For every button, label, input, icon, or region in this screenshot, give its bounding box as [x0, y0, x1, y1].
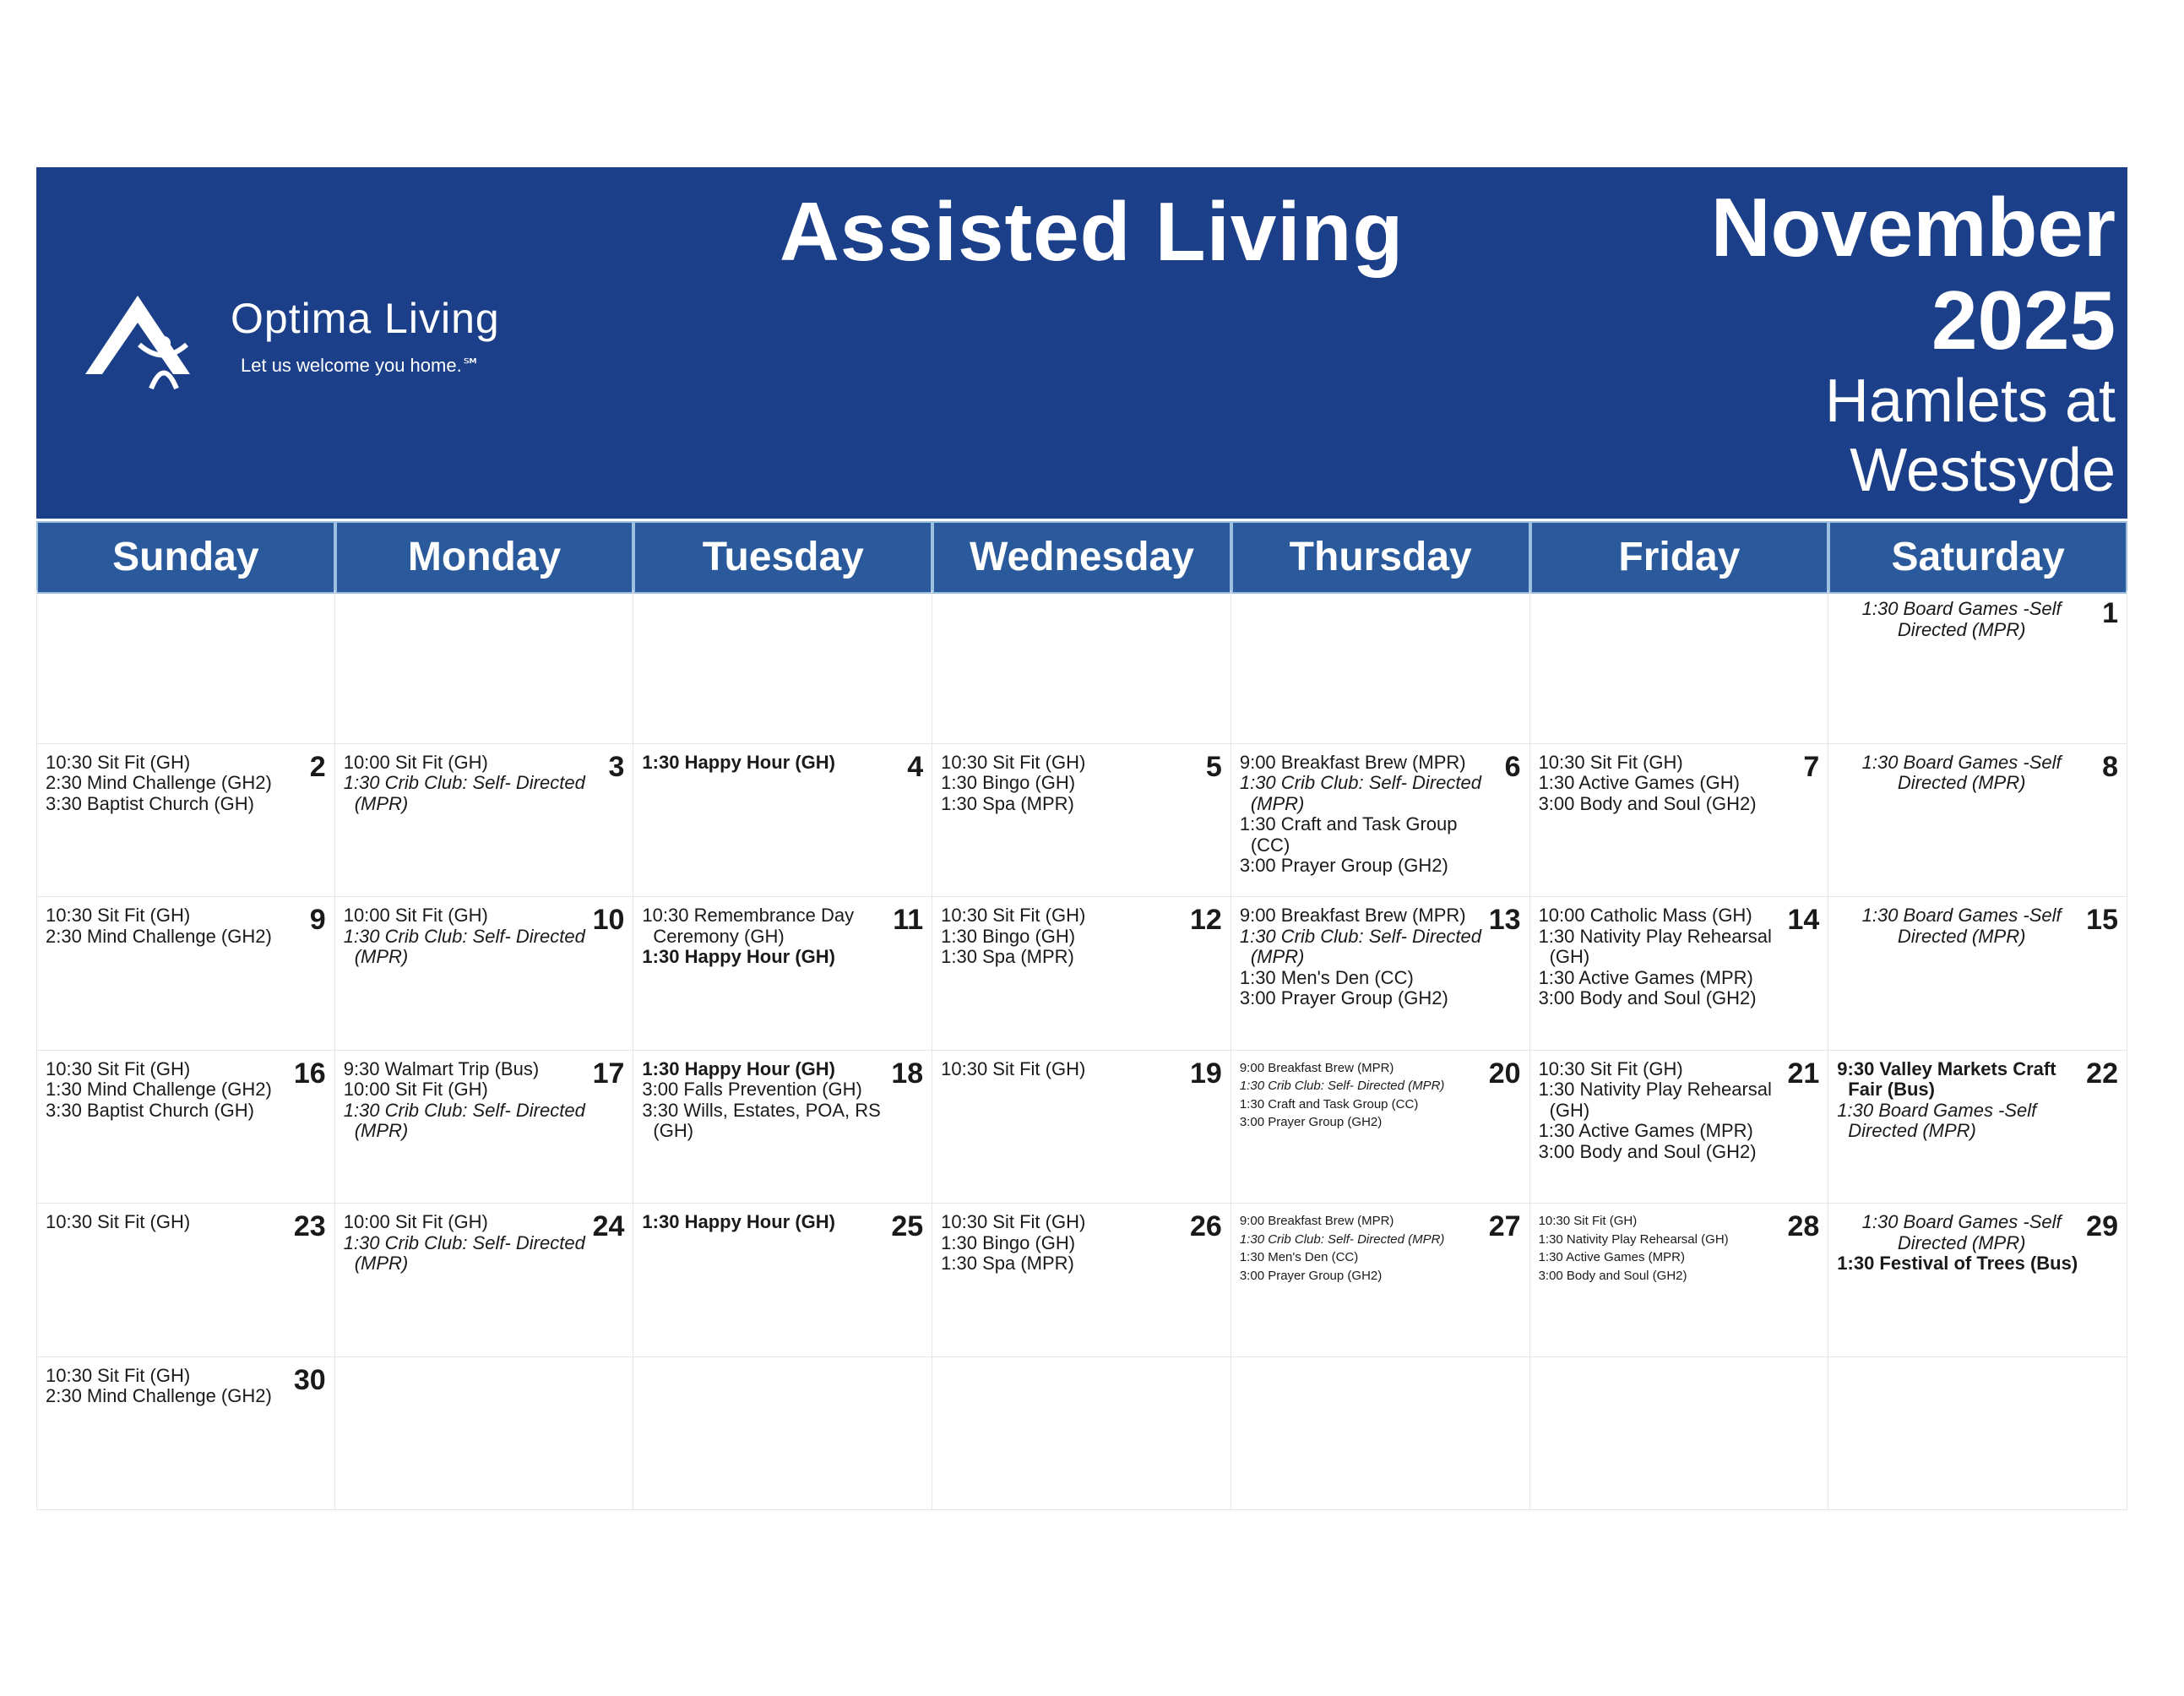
empty-day-cell: [1530, 1357, 1829, 1511]
date-number: 12: [1190, 904, 1222, 936]
event-item: 1:30 Active Games (MPR): [1538, 1250, 1685, 1264]
event-item: 1:30 Crib Club: Self- Directed (MPR): [343, 925, 585, 967]
day-cell-13: [1231, 897, 1530, 1051]
event-list: [344, 1059, 593, 1142]
day-cell-28: [1530, 1204, 1829, 1357]
day-cell-17: [335, 1051, 634, 1204]
event-item: 1:30 Nativity Play Rehearsal (GH): [1538, 1231, 1729, 1247]
date-number: 4: [907, 750, 924, 783]
event-item: 1:30 Crib Club: Self- Directed (MPR): [343, 772, 585, 814]
event-item: 10:00 Catholic Mass (GH): [1538, 905, 1752, 926]
event-item: 3:00 Body and Soul (GH2): [1538, 1268, 1687, 1283]
day-cell-10: [335, 897, 634, 1051]
event-item: 10:00 Sit Fit (GH): [343, 751, 488, 773]
date-number: 19: [1190, 1057, 1222, 1090]
event-item: 1:30 Board Games -Self Directed (MPR): [1861, 598, 2062, 640]
date-number: 1: [2102, 597, 2118, 629]
event-list: [941, 905, 1190, 968]
empty-day-cell: [36, 590, 335, 744]
event-item: 1:30 Crib Club: Self- Directed (MPR): [1239, 772, 1481, 814]
event-item: 9:30 Walmart Trip (Bus): [343, 1057, 540, 1079]
date-number: 26: [1190, 1210, 1222, 1242]
event-item: 1:30 Happy Hour (GH): [642, 1057, 836, 1079]
event-item: 1:30 Bingo (GH): [941, 1231, 1076, 1253]
event-item: 10:00 Sit Fit (GH): [343, 905, 488, 926]
month-label: November: [1710, 181, 2116, 274]
event-list: [1837, 599, 2086, 640]
event-item: 10:30 Sit Fit (GH): [46, 751, 191, 773]
event-item: 10:30 Sit Fit (GH): [1538, 751, 1683, 773]
event-item: 1:30 Active Games (MPR): [1538, 1120, 1753, 1141]
day-header-sunday: Sunday: [36, 521, 335, 594]
event-list: [46, 1059, 294, 1122]
event-list: [1539, 905, 1788, 1009]
logo-name: Optima Living: [231, 295, 500, 342]
empty-day-cell: [1231, 1357, 1530, 1511]
empty-day-cell: [1231, 590, 1530, 744]
day-cell-15: [1828, 897, 2127, 1051]
event-item: 10:30 Sit Fit (GH): [941, 751, 1086, 773]
event-item: 3:00 Prayer Group (GH2): [1239, 855, 1448, 876]
event-item: 10:30 Remembrance Day Ceremony (GH): [642, 905, 855, 947]
day-cell-27: [1231, 1204, 1530, 1357]
event-list: [941, 1059, 1190, 1080]
day-header-tuesday: Tuesday: [633, 521, 932, 594]
event-item: 10:30 Sit Fit (GH): [46, 1364, 191, 1386]
event-item: 1:30 Men's Den (CC): [1239, 1250, 1359, 1264]
event-item: 1:30 Active Games (MPR): [1538, 966, 1753, 988]
date-number: 28: [1787, 1210, 1820, 1242]
day-cell-24: [335, 1204, 634, 1357]
date-number: 7: [1803, 750, 1820, 783]
date-number: 6: [1504, 750, 1521, 783]
day-cell-11: [633, 897, 932, 1051]
day-cell-4: [633, 744, 932, 898]
day-cell-22: [1828, 1051, 2127, 1204]
event-item: 1:30 Board Games -Self Directed (MPR): [1861, 905, 2062, 947]
event-item: 2:30 Mind Challenge (GH2): [46, 1385, 272, 1406]
event-item: 3:00 Body and Soul (GH2): [1538, 987, 1757, 1008]
event-item: 1:30 Crib Club: Self- Directed (MPR): [343, 1231, 585, 1274]
event-list: [1837, 753, 2086, 794]
date-number: 20: [1488, 1057, 1521, 1090]
date-number: 16: [293, 1057, 326, 1090]
event-item: 10:30 Sit Fit (GH): [46, 1211, 191, 1232]
date-number: 8: [2102, 750, 2118, 783]
event-list: [1240, 1059, 1489, 1132]
event-item: 1:30 Happy Hour (GH): [642, 946, 836, 967]
day-cell-6: [1231, 744, 1530, 898]
event-list: [1837, 1212, 2086, 1275]
day-header-saturday: Saturday: [1828, 521, 2127, 594]
day-header-monday: Monday: [335, 521, 634, 594]
event-list: [46, 753, 294, 815]
day-cell-5: [932, 744, 1231, 898]
event-item: 1:30 Craft and Task Group (CC): [1239, 1096, 1419, 1112]
date-number: 29: [2086, 1210, 2118, 1242]
event-list: [46, 1366, 294, 1407]
event-list: [344, 905, 593, 968]
date-number: 18: [891, 1057, 924, 1090]
day-cell-14: [1530, 897, 1829, 1051]
day-cell-18: [633, 1051, 932, 1204]
event-item: 9:00 Breakfast Brew (MPR): [1239, 905, 1466, 926]
empty-day-cell: [1530, 590, 1829, 744]
day-cell-20: [1231, 1051, 1530, 1204]
mountain-person-logo-icon: [79, 285, 231, 395]
event-list: [344, 1212, 593, 1275]
event-item: 10:00 Sit Fit (GH): [343, 1079, 488, 1100]
event-item: 1:30 Crib Club: Self- Directed (MPR): [1239, 1079, 1445, 1093]
event-item: 9:00 Breakfast Brew (MPR): [1239, 1214, 1394, 1228]
event-item: 1:30 Spa (MPR): [941, 1253, 1074, 1274]
empty-day-cell: [335, 1357, 634, 1511]
event-list: [46, 1212, 294, 1233]
event-item: 1:30 Happy Hour (GH): [642, 751, 836, 773]
date-number: 13: [1488, 904, 1521, 936]
day-header-wednesday: Wednesday: [932, 521, 1231, 594]
event-item: 1:30 Men's Den (CC): [1239, 966, 1414, 988]
event-item: 3:30 Baptist Church (GH): [46, 792, 254, 814]
date-number: 23: [293, 1210, 326, 1242]
event-item: 9:00 Breakfast Brew (MPR): [1239, 1060, 1394, 1075]
date-number: 17: [592, 1057, 625, 1090]
event-list: [1539, 1212, 1788, 1285]
event-item: 10:30 Sit Fit (GH): [46, 905, 191, 926]
event-list: [941, 1212, 1190, 1275]
event-list: [1240, 753, 1489, 877]
event-item: 3:00 Prayer Group (GH2): [1239, 1268, 1383, 1283]
day-header-friday: Friday: [1530, 521, 1829, 594]
day-cell-29: [1828, 1204, 2127, 1357]
day-cell-2: [36, 744, 335, 898]
event-list: [1837, 905, 2086, 947]
event-item: 10:30 Sit Fit (GH): [941, 1057, 1086, 1079]
date-number: 15: [2086, 904, 2118, 936]
date-number: 22: [2086, 1057, 2118, 1090]
event-list: [46, 905, 294, 947]
event-item: 2:30 Mind Challenge (GH2): [46, 772, 272, 793]
event-item: 1:30 Board Games -Self Directed (MPR): [1861, 751, 2062, 793]
day-cell-16: [36, 1051, 335, 1204]
event-item: 3:00 Body and Soul (GH2): [1538, 1140, 1757, 1162]
event-item: 10:30 Sit Fit (GH): [1538, 1214, 1638, 1228]
empty-day-cell: [932, 590, 1231, 744]
event-item: 3:00 Falls Prevention (GH): [642, 1079, 862, 1100]
event-item: 1:30 Festival of Trees (Bus): [1837, 1253, 2078, 1274]
day-cell-9: [36, 897, 335, 1051]
empty-day-cell: [932, 1357, 1231, 1511]
day-cell-19: [932, 1051, 1231, 1204]
date-number: 11: [893, 904, 924, 936]
date-number: 27: [1488, 1210, 1521, 1242]
event-list: [642, 1059, 891, 1142]
event-item: 1:30 Nativity Play Rehearsal (GH): [1538, 1079, 1772, 1121]
event-item: 1:30 Board Games -Self Directed (MPR): [1861, 1211, 2062, 1253]
event-item: 9:30 Valley Markets Craft Fair (Bus): [1837, 1057, 2056, 1100]
event-item: 3:00 Prayer Group (GH2): [1239, 987, 1448, 1008]
event-list: [1539, 753, 1788, 815]
event-item: 10:00 Sit Fit (GH): [343, 1211, 488, 1232]
event-item: 3:00 Prayer Group (GH2): [1239, 1115, 1383, 1129]
date-number: 3: [608, 750, 625, 783]
event-item: 1:30 Board Games -Self Directed (MPR): [1837, 1099, 2037, 1141]
event-list: [1837, 1059, 2086, 1142]
year-label: 2025: [1931, 274, 2116, 367]
event-item: 3:30 Baptist Church (GH): [46, 1099, 254, 1121]
event-list: [642, 905, 891, 968]
event-item: 10:30 Sit Fit (GH): [941, 1211, 1086, 1232]
page-title: Assisted Living: [780, 185, 1404, 278]
event-item: 9:00 Breakfast Brew (MPR): [1239, 751, 1466, 773]
event-item: 1:30 Happy Hour (GH): [642, 1211, 836, 1232]
day-cell-23: [36, 1204, 335, 1357]
event-list: [1240, 905, 1489, 1009]
date-number: 9: [309, 904, 326, 936]
event-item: 2:30 Mind Challenge (GH2): [46, 925, 272, 947]
event-list: [642, 753, 891, 774]
event-item: 1:30 Crib Club: Self- Directed (MPR): [1239, 1231, 1445, 1247]
event-item: 1:30 Mind Challenge (GH2): [46, 1079, 272, 1100]
logo-tagline: Let us welcome you home.℠: [241, 355, 481, 376]
event-item: 10:30 Sit Fit (GH): [941, 905, 1086, 926]
date-number: 24: [592, 1210, 625, 1242]
event-item: 1:30 Craft and Task Group (CC): [1239, 813, 1458, 856]
event-list: [642, 1212, 891, 1233]
event-item: 1:30 Active Games (GH): [1538, 772, 1740, 793]
calendar-grid: [36, 521, 2127, 1518]
event-item: 10:30 Sit Fit (GH): [1538, 1057, 1683, 1079]
day-cell-3: [335, 744, 634, 898]
day-cell-8: [1828, 744, 2127, 898]
day-cell-7: [1530, 744, 1829, 898]
day-header-thursday: Thursday: [1231, 521, 1530, 594]
empty-day-cell: [1828, 1357, 2127, 1511]
event-item: 1:30 Bingo (GH): [941, 925, 1076, 947]
event-item: 1:30 Nativity Play Rehearsal (GH): [1538, 925, 1772, 967]
date-number: 5: [1205, 750, 1222, 783]
day-header-row: [36, 521, 2127, 590]
empty-day-cell: [633, 1357, 932, 1511]
weeks-grid: [36, 590, 2127, 1510]
calendar-header: [36, 167, 2127, 519]
day-cell-12: [932, 897, 1231, 1051]
event-item: 3:30 Wills, Estates, POA, RS (GH): [642, 1099, 881, 1141]
date-number: 2: [309, 750, 326, 783]
day-cell-26: [932, 1204, 1231, 1357]
date-number: 30: [293, 1363, 326, 1396]
event-item: 1:30 Crib Club: Self- Directed (MPR): [343, 1099, 585, 1141]
date-number: 10: [592, 904, 625, 936]
event-item: 3:00 Body and Soul (GH2): [1538, 792, 1757, 814]
date-number: 25: [891, 1210, 924, 1242]
empty-day-cell: [335, 590, 634, 744]
event-item: 1:30 Spa (MPR): [941, 792, 1074, 814]
event-item: 1:30 Spa (MPR): [941, 946, 1074, 967]
event-list: [1539, 1059, 1788, 1163]
event-list: [1240, 1212, 1489, 1285]
empty-day-cell: [633, 590, 932, 744]
date-number: 21: [1787, 1057, 1820, 1090]
day-cell-30: [36, 1357, 335, 1511]
day-cell-25: [633, 1204, 932, 1357]
event-list: [941, 753, 1190, 815]
event-item: 1:30 Bingo (GH): [941, 772, 1076, 793]
day-cell-1: [1828, 590, 2127, 744]
location-label: Hamlets at Westsyde: [1824, 367, 2116, 504]
day-cell-21: [1530, 1051, 1829, 1204]
event-list: [344, 753, 593, 815]
event-item: 10:30 Sit Fit (GH): [46, 1057, 191, 1079]
event-item: 1:30 Crib Club: Self- Directed (MPR): [1239, 925, 1481, 967]
month-block: [1711, 181, 2116, 505]
date-number: 14: [1787, 904, 1820, 936]
